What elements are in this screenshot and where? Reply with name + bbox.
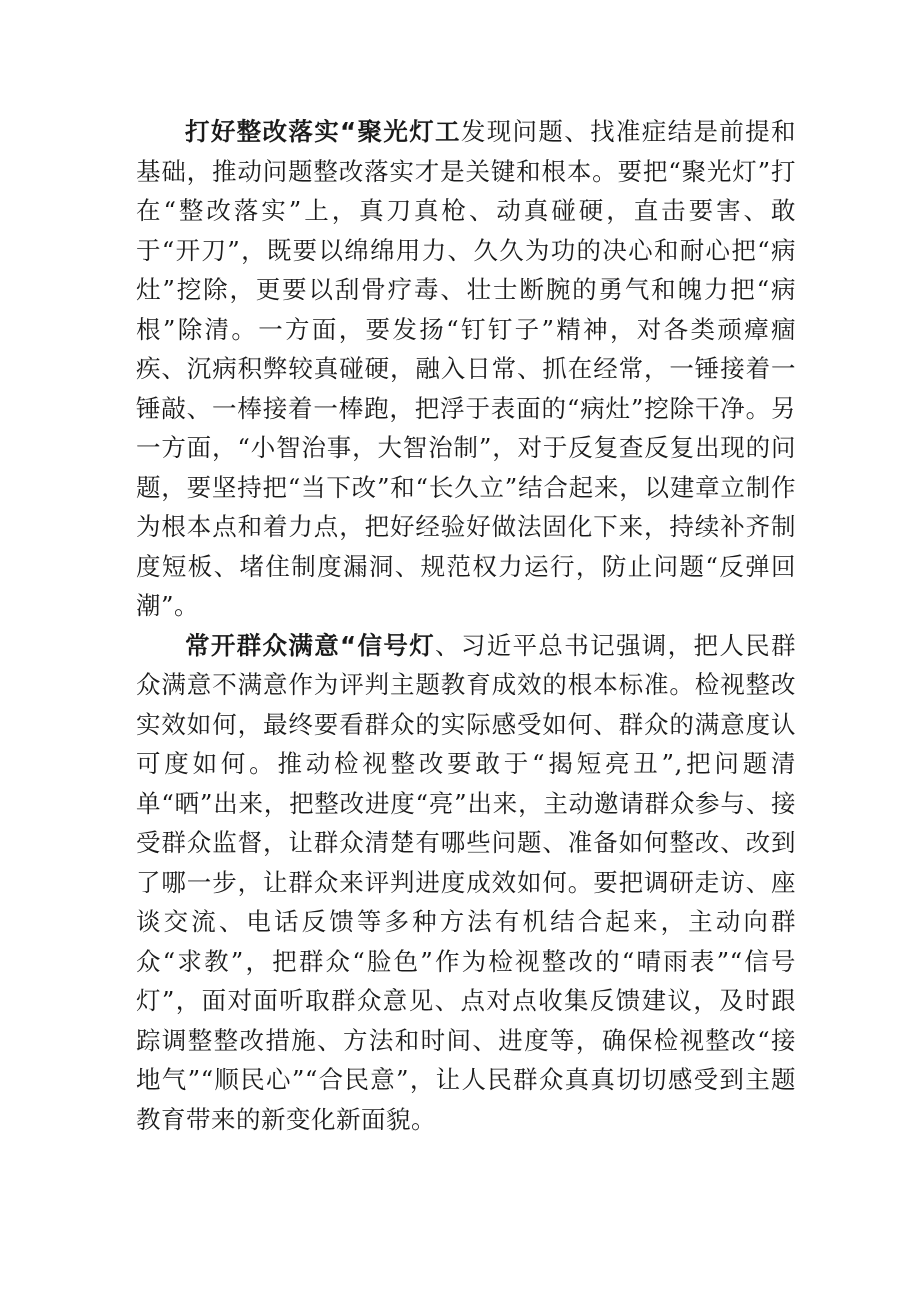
paragraph-1 bbox=[136, 112, 796, 626]
document-page bbox=[136, 112, 796, 1139]
paragraph-1-heading: 打好整改落实“聚光灯工 bbox=[185, 117, 461, 146]
paragraph-2-body: 、习近平总书记强调，把人民群众满意不满意作为评判主题教育成效的根本标准。检视整改实效如何，最终要看群众的实际感受如何、群众的满意度认可度如何。推动检视整改要敢于“揭短亮丑”,把问题清单“晒”出来，把整改进度“亮”出来，主动邀请群众参与、接受群众监督，让群众清楚有哪些问题、准备如何整改、改到了哪一步，让群众来评判进度成效如何。要把调研走访、座谈交流、电话反馈等多种方法有机结合起来，主动向群众“求教”，把群众“脸色”作为检视整改的“晴雨表”“信号灯”，面对面听取群众意见、点对点收集反馈建议，及时跟踪调整整改措施、方法和时间、进度等，确保检视整改“接地气”“顺民心”“合民意”，让人民群众真真切切感受到主题教育带来的新变化新面貌。 bbox=[136, 630, 797, 1134]
paragraph-2-heading: 常开群众满意“信号灯 bbox=[185, 630, 436, 660]
paragraph-2 bbox=[136, 626, 796, 1140]
paragraph-1-body: 发现问题、找准症结是前提和基础，推动问题整改落实才是关键和根本。要把“聚光灯”打在“整改落实”上，真刀真枪、动真碰硬，直击要害、敢于“开刀”，既要以绵绵用力、久久为功的决心和耐心把“病灶”挖除，更要以刮骨疗毒、壮士断腕的勇气和魄力把“病根”除清。一方面，要发扬“钉钉子”精神，对各类顽瘴痼疾、沉病积弊较真碰硬，融入日常、抓在经常，一锤接着一锤敲、一棒接着一棒跑，把浮于表面的“病灶”挖除干净。另一方面，“小智治事，大智治制”，对于反复查反复出现的问题，要坚持把“当下改”和“长久立”结合起来，以建章立制作为根本点和着力点，把好经验好做法固化下来，持续补齐制度短板、堵住制度漏洞、规范权力运行，防止问题“反弹回潮”。 bbox=[136, 117, 796, 620]
